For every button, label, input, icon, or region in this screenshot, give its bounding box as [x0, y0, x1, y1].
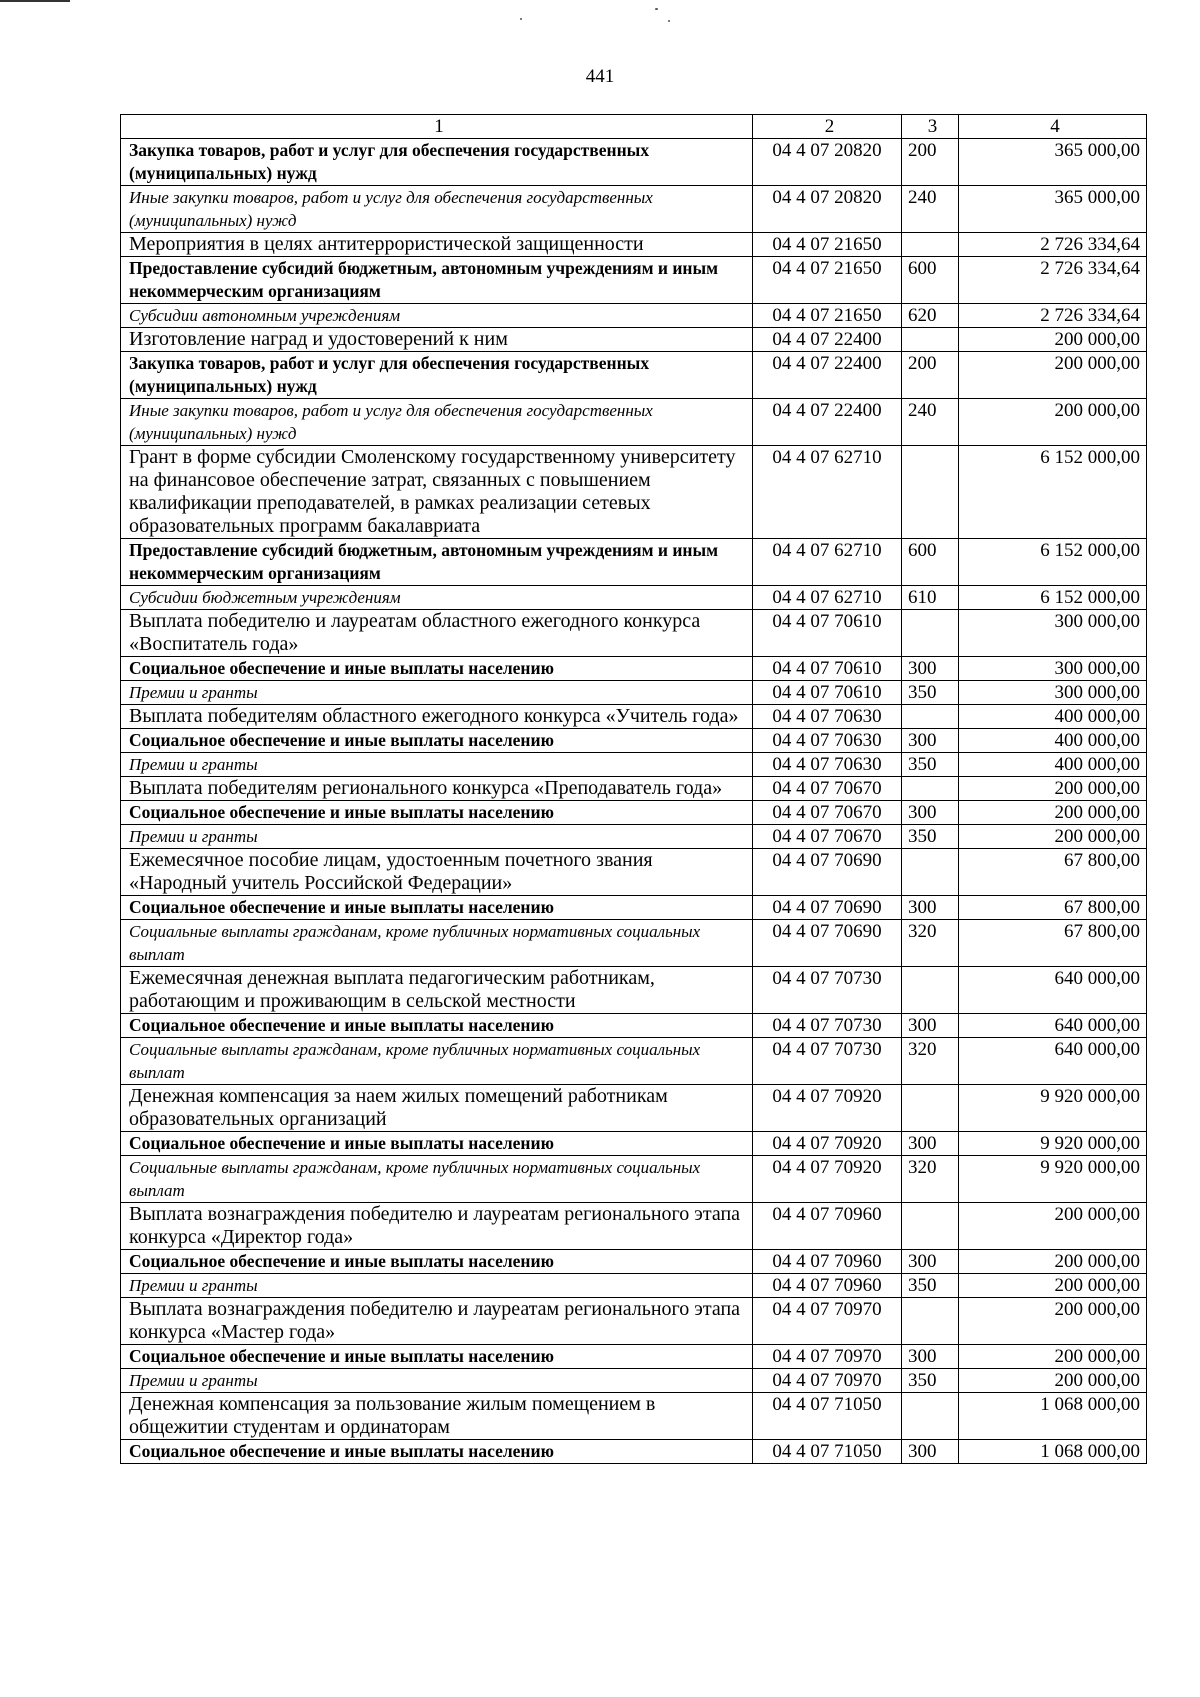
- row-name-cell: Социальное обеспечение и иные выплаты населению: [121, 1014, 753, 1038]
- row-name-cell: Премии и гранты: [121, 825, 753, 849]
- row-code-cell: 04 4 07 70960: [753, 1203, 902, 1250]
- row-code-cell: 04 4 07 70730: [753, 1014, 902, 1038]
- row-amount-cell: 200 000,00: [959, 1203, 1147, 1250]
- row-expense-type-cell: [902, 446, 959, 539]
- row-code-cell: 04 4 07 70730: [753, 967, 902, 1014]
- row-code-cell: 04 4 07 70670: [753, 801, 902, 825]
- row-code-cell: 04 4 07 70610: [753, 681, 902, 705]
- table-row: [121, 1014, 1147, 1038]
- table-row: [121, 352, 1147, 399]
- row-code-cell: 04 4 07 21650: [753, 233, 902, 257]
- column-header: 3: [902, 115, 959, 139]
- row-name-cell: Изготовление наград и удостоверений к ним: [121, 328, 753, 352]
- row-code-cell: 04 4 07 62710: [753, 586, 902, 610]
- row-code-cell: 04 4 07 70690: [753, 896, 902, 920]
- row-code-cell: 04 4 07 70670: [753, 825, 902, 849]
- row-code-cell: 04 4 07 70610: [753, 657, 902, 681]
- row-code-cell: 04 4 07 70970: [753, 1369, 902, 1393]
- row-name-cell: Ежемесячная денежная выплата педагогическим работникам, работающим и проживающим в сельской местности: [121, 967, 753, 1014]
- row-amount-cell: 200 000,00: [959, 328, 1147, 352]
- row-amount-cell: 6 152 000,00: [959, 586, 1147, 610]
- row-amount-cell: 1 068 000,00: [959, 1440, 1147, 1464]
- row-code-cell: 04 4 07 70920: [753, 1132, 902, 1156]
- row-name-cell: Денежная компенсация за пользование жилым помещением в общежитии студентам и ординаторам: [121, 1393, 753, 1440]
- column-header: 2: [753, 115, 902, 139]
- table-body: [121, 139, 1147, 1464]
- row-name-cell: Социальное обеспечение и иные выплаты населению: [121, 1440, 753, 1464]
- row-name-cell: Социальные выплаты гражданам, кроме публичных нормативных социальных выплат: [121, 1038, 753, 1085]
- table-row: [121, 1085, 1147, 1132]
- row-code-cell: 04 4 07 21650: [753, 304, 902, 328]
- column-header: 1: [121, 115, 753, 139]
- row-expense-type-cell: [902, 233, 959, 257]
- table-row: [121, 753, 1147, 777]
- row-expense-type-cell: 620: [902, 304, 959, 328]
- row-name-cell: Выплата победителям областного ежегодного конкурса «Учитель года»: [121, 705, 753, 729]
- row-amount-cell: 400 000,00: [959, 729, 1147, 753]
- table-row: [121, 777, 1147, 801]
- row-code-cell: 04 4 07 70730: [753, 1038, 902, 1085]
- table-row: [121, 328, 1147, 352]
- row-name-cell: Предоставление субсидий бюджетным, автономным учреждениям и иным некоммерческим организациям: [121, 257, 753, 304]
- table-row: [121, 1203, 1147, 1250]
- row-amount-cell: 1 068 000,00: [959, 1393, 1147, 1440]
- row-name-cell: Денежная компенсация за наем жилых помещений работникам образовательных организаций: [121, 1085, 753, 1132]
- row-expense-type-cell: [902, 705, 959, 729]
- row-amount-cell: 200 000,00: [959, 1298, 1147, 1345]
- table-row: [121, 610, 1147, 657]
- row-amount-cell: 2 726 334,64: [959, 233, 1147, 257]
- row-name-cell: Социальное обеспечение и иные выплаты населению: [121, 1132, 753, 1156]
- row-amount-cell: 200 000,00: [959, 825, 1147, 849]
- row-code-cell: 04 4 07 71050: [753, 1393, 902, 1440]
- row-code-cell: 04 4 07 20820: [753, 139, 902, 186]
- table-row: [121, 825, 1147, 849]
- table-row: [121, 1038, 1147, 1085]
- row-name-cell: Грант в форме субсидии Смоленскому государственному университету на финансовое обеспечение затрат, связанных с повышением квалификации преподавателей, в рамках реализации сетевых образовательных программ бакалавриата: [121, 446, 753, 539]
- row-expense-type-cell: 300: [902, 801, 959, 825]
- row-expense-type-cell: 350: [902, 753, 959, 777]
- row-expense-type-cell: 600: [902, 257, 959, 304]
- row-expense-type-cell: 300: [902, 729, 959, 753]
- row-amount-cell: 200 000,00: [959, 1250, 1147, 1274]
- table-row: [121, 920, 1147, 967]
- table-row: [121, 896, 1147, 920]
- row-code-cell: 04 4 07 22400: [753, 399, 902, 446]
- row-amount-cell: 300 000,00: [959, 681, 1147, 705]
- row-expense-type-cell: [902, 1085, 959, 1132]
- row-amount-cell: 6 152 000,00: [959, 539, 1147, 586]
- row-amount-cell: 200 000,00: [959, 399, 1147, 446]
- row-code-cell: 04 4 07 70970: [753, 1345, 902, 1369]
- row-amount-cell: 300 000,00: [959, 657, 1147, 681]
- row-name-cell: Иные закупки товаров, работ и услуг для обеспечения государственных (муниципальных) нужд: [121, 399, 753, 446]
- row-name-cell: Выплата вознаграждения победителю и лауреатам регионального этапа конкурса «Мастер года»: [121, 1298, 753, 1345]
- row-name-cell: Закупка товаров, работ и услуг для обеспечения государственных (муниципальных) нужд: [121, 139, 753, 186]
- row-expense-type-cell: [902, 1298, 959, 1345]
- row-amount-cell: 640 000,00: [959, 1038, 1147, 1085]
- row-expense-type-cell: [902, 328, 959, 352]
- row-amount-cell: 200 000,00: [959, 801, 1147, 825]
- row-expense-type-cell: [902, 777, 959, 801]
- row-expense-type-cell: 320: [902, 1156, 959, 1203]
- row-amount-cell: 200 000,00: [959, 777, 1147, 801]
- row-name-cell: Социальное обеспечение и иные выплаты населению: [121, 896, 753, 920]
- row-code-cell: 04 4 07 62710: [753, 539, 902, 586]
- row-expense-type-cell: 300: [902, 896, 959, 920]
- row-amount-cell: 6 152 000,00: [959, 446, 1147, 539]
- table-row: [121, 1369, 1147, 1393]
- table-row: [121, 139, 1147, 186]
- row-expense-type-cell: [902, 967, 959, 1014]
- row-code-cell: 04 4 07 70970: [753, 1298, 902, 1345]
- row-amount-cell: 9 920 000,00: [959, 1132, 1147, 1156]
- table-row: [121, 1345, 1147, 1369]
- table-row: [121, 586, 1147, 610]
- row-expense-type-cell: 350: [902, 1369, 959, 1393]
- row-name-cell: Премии и гранты: [121, 681, 753, 705]
- row-expense-type-cell: 320: [902, 1038, 959, 1085]
- row-code-cell: 04 4 07 70960: [753, 1274, 902, 1298]
- table-row: [121, 801, 1147, 825]
- row-code-cell: 04 4 07 22400: [753, 328, 902, 352]
- row-amount-cell: 200 000,00: [959, 1369, 1147, 1393]
- row-amount-cell: 67 800,00: [959, 849, 1147, 896]
- row-expense-type-cell: [902, 1393, 959, 1440]
- row-name-cell: Мероприятия в целях антитеррористической защищенности: [121, 233, 753, 257]
- row-amount-cell: 67 800,00: [959, 920, 1147, 967]
- table-row: [121, 1393, 1147, 1440]
- row-amount-cell: 9 920 000,00: [959, 1156, 1147, 1203]
- row-amount-cell: 365 000,00: [959, 139, 1147, 186]
- row-code-cell: 04 4 07 71050: [753, 1440, 902, 1464]
- row-code-cell: 04 4 07 70920: [753, 1156, 902, 1203]
- row-expense-type-cell: 300: [902, 1132, 959, 1156]
- row-code-cell: 04 4 07 70610: [753, 610, 902, 657]
- row-code-cell: 04 4 07 70920: [753, 1085, 902, 1132]
- table-row: [121, 399, 1147, 446]
- row-amount-cell: 2 726 334,64: [959, 304, 1147, 328]
- row-amount-cell: 9 920 000,00: [959, 1085, 1147, 1132]
- row-expense-type-cell: 350: [902, 1274, 959, 1298]
- row-name-cell: Иные закупки товаров, работ и услуг для обеспечения государственных (муниципальных) нужд: [121, 186, 753, 233]
- table-row: [121, 1440, 1147, 1464]
- table-row: [121, 1298, 1147, 1345]
- table-row: [121, 967, 1147, 1014]
- table-header-row: [121, 115, 1147, 139]
- row-name-cell: Выплата победителю и лауреатам областного ежегодного конкурса «Воспитатель года»: [121, 610, 753, 657]
- row-expense-type-cell: 600: [902, 539, 959, 586]
- table-row: [121, 849, 1147, 896]
- table-row: [121, 1250, 1147, 1274]
- row-code-cell: 04 4 07 70960: [753, 1250, 902, 1274]
- row-expense-type-cell: 320: [902, 920, 959, 967]
- row-name-cell: Социальное обеспечение и иные выплаты населению: [121, 657, 753, 681]
- row-name-cell: Социальные выплаты гражданам, кроме публичных нормативных социальных выплат: [121, 920, 753, 967]
- row-name-cell: Субсидии автономным учреждениям: [121, 304, 753, 328]
- row-code-cell: 04 4 07 20820: [753, 186, 902, 233]
- row-expense-type-cell: 240: [902, 399, 959, 446]
- table-row: [121, 681, 1147, 705]
- row-code-cell: 04 4 07 70630: [753, 705, 902, 729]
- row-name-cell: Субсидии бюджетным учреждениям: [121, 586, 753, 610]
- row-expense-type-cell: 610: [902, 586, 959, 610]
- row-expense-type-cell: 300: [902, 1250, 959, 1274]
- row-name-cell: Социальное обеспечение и иные выплаты населению: [121, 801, 753, 825]
- row-code-cell: 04 4 07 70630: [753, 753, 902, 777]
- row-name-cell: Социальное обеспечение и иные выплаты населению: [121, 1250, 753, 1274]
- table-row: [121, 233, 1147, 257]
- row-amount-cell: 400 000,00: [959, 753, 1147, 777]
- table-row: [121, 1156, 1147, 1203]
- table-row: [121, 705, 1147, 729]
- row-code-cell: 04 4 07 70690: [753, 849, 902, 896]
- row-expense-type-cell: [902, 610, 959, 657]
- table-row: [121, 1132, 1147, 1156]
- row-code-cell: 04 4 07 70690: [753, 920, 902, 967]
- row-amount-cell: 640 000,00: [959, 967, 1147, 1014]
- row-expense-type-cell: 300: [902, 1345, 959, 1369]
- row-expense-type-cell: 300: [902, 657, 959, 681]
- row-amount-cell: 200 000,00: [959, 1345, 1147, 1369]
- row-expense-type-cell: 300: [902, 1014, 959, 1038]
- table-row: [121, 257, 1147, 304]
- row-expense-type-cell: [902, 849, 959, 896]
- row-expense-type-cell: 350: [902, 681, 959, 705]
- scan-speck: [668, 20, 670, 22]
- row-amount-cell: 67 800,00: [959, 896, 1147, 920]
- row-expense-type-cell: 350: [902, 825, 959, 849]
- scan-speck: [520, 18, 522, 20]
- row-amount-cell: 365 000,00: [959, 186, 1147, 233]
- row-amount-cell: 640 000,00: [959, 1014, 1147, 1038]
- row-name-cell: Ежемесячное пособие лицам, удостоенным почетного звания «Народный учитель Российской Федерации»: [121, 849, 753, 896]
- row-code-cell: 04 4 07 22400: [753, 352, 902, 399]
- scan-edge-mark: [0, 0, 70, 2]
- row-amount-cell: 200 000,00: [959, 352, 1147, 399]
- table-row: [121, 186, 1147, 233]
- page-number: 441: [585, 66, 615, 87]
- budget-table: [120, 114, 1147, 1464]
- table-row: [121, 657, 1147, 681]
- row-name-cell: Социальное обеспечение и иные выплаты населению: [121, 729, 753, 753]
- row-name-cell: Премии и гранты: [121, 753, 753, 777]
- row-name-cell: Закупка товаров, работ и услуг для обеспечения государственных (муниципальных) нужд: [121, 352, 753, 399]
- row-amount-cell: 300 000,00: [959, 610, 1147, 657]
- row-expense-type-cell: 200: [902, 352, 959, 399]
- row-name-cell: Предоставление субсидий бюджетным, автономным учреждениям и иным некоммерческим организациям: [121, 539, 753, 586]
- row-amount-cell: 2 726 334,64: [959, 257, 1147, 304]
- table-row: [121, 729, 1147, 753]
- row-expense-type-cell: 300: [902, 1440, 959, 1464]
- row-amount-cell: 200 000,00: [959, 1274, 1147, 1298]
- row-name-cell: Выплата вознаграждения победителю и лауреатам регионального этапа конкурса «Директор года»: [121, 1203, 753, 1250]
- table-row: [121, 1274, 1147, 1298]
- row-amount-cell: 400 000,00: [959, 705, 1147, 729]
- row-name-cell: Выплата победителям регионального конкурса «Преподаватель года»: [121, 777, 753, 801]
- table-row: [121, 304, 1147, 328]
- row-code-cell: 04 4 07 70630: [753, 729, 902, 753]
- row-name-cell: Премии и гранты: [121, 1274, 753, 1298]
- row-code-cell: 04 4 07 21650: [753, 257, 902, 304]
- row-expense-type-cell: 240: [902, 186, 959, 233]
- row-expense-type-cell: [902, 1203, 959, 1250]
- table-row: [121, 539, 1147, 586]
- column-header: 4: [959, 115, 1147, 139]
- row-code-cell: 04 4 07 62710: [753, 446, 902, 539]
- row-name-cell: Социальные выплаты гражданам, кроме публичных нормативных социальных выплат: [121, 1156, 753, 1203]
- table-row: [121, 446, 1147, 539]
- row-name-cell: Социальное обеспечение и иные выплаты населению: [121, 1345, 753, 1369]
- row-expense-type-cell: 200: [902, 139, 959, 186]
- scan-speck: [655, 8, 658, 10]
- row-code-cell: 04 4 07 70670: [753, 777, 902, 801]
- row-name-cell: Премии и гранты: [121, 1369, 753, 1393]
